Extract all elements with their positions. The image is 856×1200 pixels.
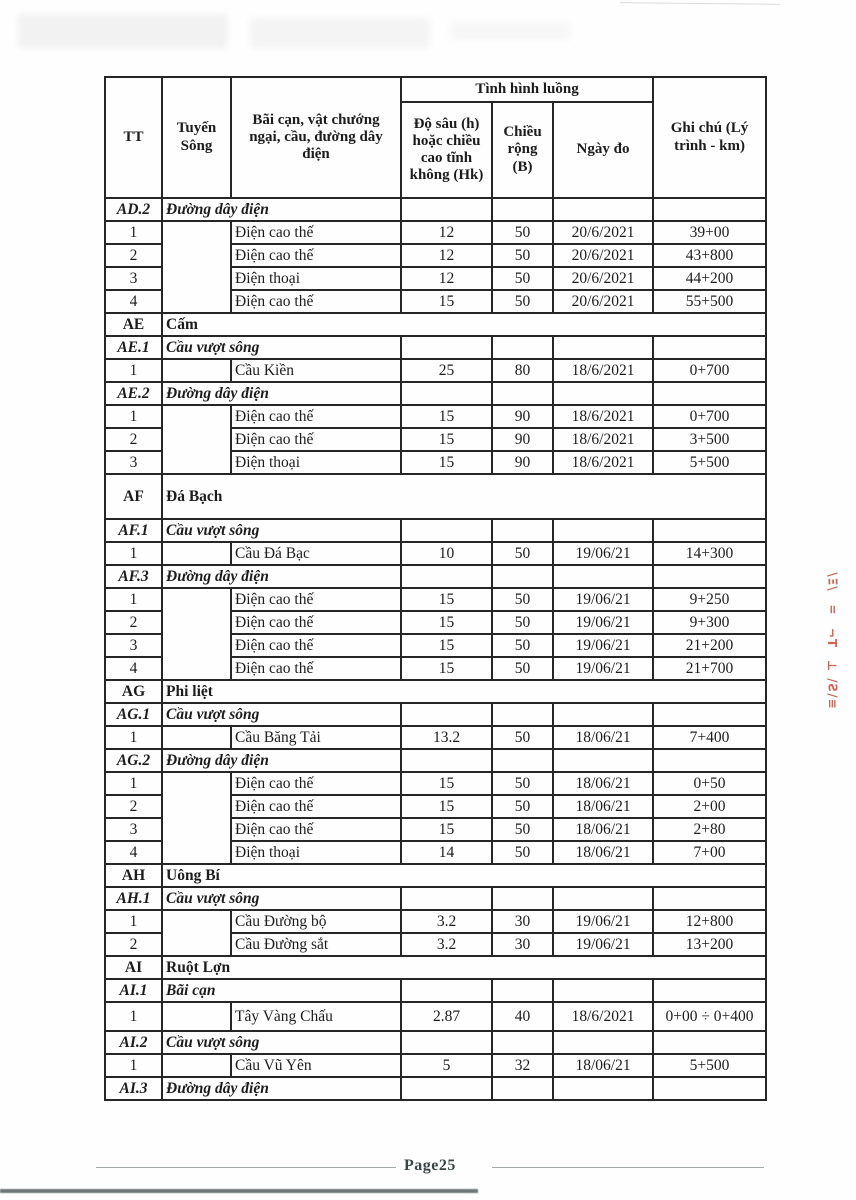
table-row-subgroup	[105, 1031, 766, 1054]
empty-cell	[553, 382, 653, 405]
empty-cell	[653, 198, 766, 221]
depth-cell: 14	[401, 841, 492, 864]
empty-cell	[553, 979, 653, 1002]
empty-cell	[653, 703, 766, 726]
empty-cell	[653, 519, 766, 542]
depth-cell: 15	[401, 611, 492, 634]
row-id-cell: AF	[105, 474, 162, 519]
item-no-cell: 3	[105, 634, 162, 657]
date-cell: 20/6/2021	[553, 290, 653, 313]
empty-cell	[553, 519, 653, 542]
item-name-cell: Cầu Kiền	[231, 359, 401, 382]
date-cell: 18/06/21	[553, 726, 653, 749]
date-cell: 18/06/21	[553, 841, 653, 864]
depth-cell: 15	[401, 634, 492, 657]
table-row-subgroup	[105, 887, 766, 910]
subgroup-label-cell: Cầu vượt sông	[162, 336, 401, 359]
empty-cell	[553, 198, 653, 221]
item-name-cell: Điện cao thế	[231, 290, 401, 313]
note-cell: 2+80	[653, 818, 766, 841]
table-row-subgroup	[105, 979, 766, 1002]
depth-cell: 13.2	[401, 726, 492, 749]
table-row-item	[105, 359, 766, 382]
item-name-cell: Cầu Đá Bạc	[231, 542, 401, 565]
item-no-cell: 2	[105, 244, 162, 267]
date-cell: 18/6/2021	[553, 1002, 653, 1031]
note-cell: 43+800	[653, 244, 766, 267]
merged-river-cell	[162, 910, 231, 956]
depth-cell: 12	[401, 221, 492, 244]
empty-cell	[492, 749, 553, 772]
empty-cell	[653, 979, 766, 1002]
depth-cell: 5	[401, 1054, 492, 1077]
bleed-through-artifact	[450, 22, 570, 40]
channel-status-table	[104, 76, 767, 1101]
table-row-item	[105, 588, 766, 611]
row-id-cell: AH.1	[105, 887, 162, 910]
empty-cell	[401, 1031, 492, 1054]
item-no-cell: 1	[105, 405, 162, 428]
date-cell: 18/6/2021	[553, 359, 653, 382]
row-id-cell: AE	[105, 313, 162, 336]
bleed-through-artifact	[250, 18, 430, 48]
width-cell: 30	[492, 933, 553, 956]
empty-cell	[401, 565, 492, 588]
row-id-cell: AE.2	[105, 382, 162, 405]
empty-cell	[401, 519, 492, 542]
empty-cell	[553, 749, 653, 772]
subgroup-label-cell: Cầu vượt sông	[162, 1031, 401, 1054]
date-cell: 19/06/21	[553, 542, 653, 565]
empty-cell	[492, 887, 553, 910]
item-name-cell: Điện thoại	[231, 451, 401, 474]
subgroup-label-cell: Cầu vượt sông	[162, 887, 401, 910]
empty-cell	[492, 565, 553, 588]
item-no-cell: 1	[105, 542, 162, 565]
subgroup-label-cell: Cầu vượt sông	[162, 519, 401, 542]
merged-river-cell	[162, 1002, 231, 1031]
depth-cell: 15	[401, 451, 492, 474]
empty-cell	[653, 1031, 766, 1054]
table-row-subgroup	[105, 1077, 766, 1100]
width-cell: 50	[492, 542, 553, 565]
depth-cell: 15	[401, 290, 492, 313]
group-label-cell: Uông Bí	[162, 864, 766, 887]
row-id-cell: AI.3	[105, 1077, 162, 1100]
width-cell: 80	[492, 359, 553, 382]
table-body	[105, 198, 766, 1100]
bleed-through-artifact	[18, 14, 228, 48]
item-no-cell: 1	[105, 910, 162, 933]
handwritten-red-marks	[817, 572, 848, 710]
depth-cell: 10	[401, 542, 492, 565]
red-mark: =	[825, 604, 840, 616]
empty-cell	[492, 382, 553, 405]
width-cell: 50	[492, 726, 553, 749]
empty-cell	[401, 749, 492, 772]
width-cell: 50	[492, 657, 553, 680]
depth-cell: 15	[401, 795, 492, 818]
row-id-cell: AG.1	[105, 703, 162, 726]
header-do-sau: Độ sâu (h) hoặc chiều cao tĩnh không (Hk)	[401, 102, 492, 198]
empty-cell	[492, 1077, 553, 1100]
width-cell: 90	[492, 405, 553, 428]
merged-river-cell	[162, 588, 231, 680]
depth-cell: 15	[401, 428, 492, 451]
table-row-item	[105, 221, 766, 244]
item-name-cell: Cầu Băng Tải	[231, 726, 401, 749]
item-name-cell: Điện cao thế	[231, 818, 401, 841]
date-cell: 18/06/21	[553, 795, 653, 818]
red-mark: ⊥	[825, 660, 840, 672]
row-id-cell: AG	[105, 680, 162, 703]
note-cell: 3+500	[653, 428, 766, 451]
row-id-cell: AI.1	[105, 979, 162, 1002]
table-row-group	[105, 956, 766, 979]
note-cell: 21+200	[653, 634, 766, 657]
depth-cell: 3.2	[401, 910, 492, 933]
date-cell: 20/6/2021	[553, 267, 653, 290]
note-cell: 0+00 ÷ 0+400	[653, 1002, 766, 1031]
subgroup-label-cell: Đường dây điện	[162, 198, 401, 221]
subgroup-label-cell: Cầu vượt sông	[162, 703, 401, 726]
group-label-cell: Ruột Lợn	[162, 956, 766, 979]
date-cell: 18/06/21	[553, 818, 653, 841]
note-cell: 7+00	[653, 841, 766, 864]
table-row-subgroup	[105, 519, 766, 542]
note-cell: 13+200	[653, 933, 766, 956]
item-no-cell: 1	[105, 1002, 162, 1031]
item-name-cell: Điện cao thế	[231, 772, 401, 795]
note-cell: 14+300	[653, 542, 766, 565]
item-no-cell: 1	[105, 359, 162, 382]
empty-cell	[553, 336, 653, 359]
item-name-cell: Điện cao thế	[231, 428, 401, 451]
row-id-cell: AF.3	[105, 565, 162, 588]
width-cell: 50	[492, 244, 553, 267]
row-id-cell: AD.2	[105, 198, 162, 221]
depth-cell: 3.2	[401, 933, 492, 956]
merged-river-cell	[162, 726, 231, 749]
empty-cell	[653, 382, 766, 405]
row-id-cell: AE.1	[105, 336, 162, 359]
date-cell: 19/06/21	[553, 634, 653, 657]
date-cell: 18/06/21	[553, 772, 653, 795]
subgroup-label-cell: Bãi cạn	[162, 979, 401, 1002]
note-cell: 21+700	[653, 657, 766, 680]
width-cell: 90	[492, 428, 553, 451]
item-no-cell: 1	[105, 772, 162, 795]
header-tuyen-song: Tuyến Sông	[162, 77, 231, 198]
item-name-cell: Điện cao thế	[231, 221, 401, 244]
scan-edge-line	[620, 2, 780, 5]
date-cell: 19/06/21	[553, 657, 653, 680]
note-cell: 5+500	[653, 1054, 766, 1077]
item-name-cell: Cầu Đường bộ	[231, 910, 401, 933]
table-row-group	[105, 680, 766, 703]
group-label-cell: Phi liệt	[162, 680, 766, 703]
note-cell: 44+200	[653, 267, 766, 290]
depth-cell: 12	[401, 244, 492, 267]
date-cell: 20/6/2021	[553, 244, 653, 267]
group-label-cell: Cấm	[162, 313, 766, 336]
note-cell: 9+300	[653, 611, 766, 634]
depth-cell: 2.87	[401, 1002, 492, 1031]
footer-divider-right	[492, 1167, 764, 1168]
merged-river-cell	[162, 359, 231, 382]
width-cell: 50	[492, 818, 553, 841]
date-cell: 18/6/2021	[553, 451, 653, 474]
item-name-cell: Điện cao thế	[231, 611, 401, 634]
table-row-item	[105, 1002, 766, 1031]
item-name-cell: Điện cao thế	[231, 657, 401, 680]
empty-cell	[401, 979, 492, 1002]
width-cell: 50	[492, 267, 553, 290]
table-row-subgroup	[105, 198, 766, 221]
width-cell: 40	[492, 1002, 553, 1031]
merged-river-cell	[162, 772, 231, 864]
width-cell: 50	[492, 795, 553, 818]
depth-cell: 25	[401, 359, 492, 382]
depth-cell: 15	[401, 657, 492, 680]
width-cell: 32	[492, 1054, 553, 1077]
note-cell: 5+500	[653, 451, 766, 474]
note-cell: 2+00	[653, 795, 766, 818]
header-tinh-hinh-luong: Tình hình luồng	[401, 77, 653, 102]
header-bai-can: Bãi cạn, vật chướng ngại, cầu, đường dây điện	[231, 77, 401, 198]
item-name-cell: Điện cao thế	[231, 634, 401, 657]
merged-river-cell	[162, 405, 231, 474]
note-cell: 39+00	[653, 221, 766, 244]
item-no-cell: 3	[105, 818, 162, 841]
empty-cell	[553, 565, 653, 588]
header-ghi-chu: Ghi chú (Lý trình - km)	[653, 77, 766, 198]
note-cell: 0+700	[653, 359, 766, 382]
width-cell: 50	[492, 611, 553, 634]
header-tt: TT	[105, 77, 162, 198]
row-id-cell: AH	[105, 864, 162, 887]
item-name-cell: Điện cao thế	[231, 795, 401, 818]
scan-page-edge	[0, 1189, 478, 1193]
item-name-cell: Điện cao thế	[231, 588, 401, 611]
page-number-label: Page25	[404, 1157, 456, 1174]
note-cell: 12+800	[653, 910, 766, 933]
row-id-cell: AI.2	[105, 1031, 162, 1054]
empty-cell	[401, 1077, 492, 1100]
item-name-cell: Cầu Đường sắt	[231, 933, 401, 956]
table-row-group	[105, 474, 766, 519]
width-cell: 50	[492, 290, 553, 313]
header-chieu-rong: Chiều rộng (B)	[492, 102, 553, 198]
width-cell: 50	[492, 772, 553, 795]
empty-cell	[401, 887, 492, 910]
note-cell: 55+500	[653, 290, 766, 313]
table-row-subgroup	[105, 749, 766, 772]
item-no-cell: 3	[105, 451, 162, 474]
empty-cell	[401, 382, 492, 405]
item-no-cell: 2	[105, 795, 162, 818]
merged-river-cell	[162, 221, 231, 313]
group-label-cell: Đá Bạch	[162, 474, 766, 519]
width-cell: 50	[492, 634, 553, 657]
depth-cell: 15	[401, 588, 492, 611]
width-cell: 50	[492, 588, 553, 611]
item-no-cell: 3	[105, 267, 162, 290]
item-no-cell: 1	[105, 588, 162, 611]
date-cell: 20/6/2021	[553, 221, 653, 244]
item-no-cell: 4	[105, 657, 162, 680]
row-id-cell: AI	[105, 956, 162, 979]
item-no-cell: 2	[105, 933, 162, 956]
depth-cell: 15	[401, 405, 492, 428]
width-cell: 50	[492, 841, 553, 864]
empty-cell	[401, 336, 492, 359]
empty-cell	[492, 979, 553, 1002]
table-row-subgroup	[105, 336, 766, 359]
empty-cell	[492, 336, 553, 359]
empty-cell	[492, 1031, 553, 1054]
date-cell: 18/6/2021	[553, 405, 653, 428]
item-no-cell: 1	[105, 1054, 162, 1077]
red-mark: /Ƨ/≡	[825, 678, 840, 710]
item-name-cell: Cầu Vũ Yên	[231, 1054, 401, 1077]
depth-cell: 12	[401, 267, 492, 290]
subgroup-label-cell: Đường dây điện	[162, 382, 401, 405]
item-no-cell: 4	[105, 841, 162, 864]
date-cell: 19/06/21	[553, 611, 653, 634]
table-row-subgroup	[105, 382, 766, 405]
footer-divider-left	[96, 1167, 396, 1168]
date-cell: 18/06/21	[553, 1054, 653, 1077]
empty-cell	[653, 749, 766, 772]
date-cell: 19/06/21	[553, 910, 653, 933]
row-id-cell: AF.1	[105, 519, 162, 542]
empty-cell	[553, 703, 653, 726]
depth-cell: 15	[401, 772, 492, 795]
empty-cell	[553, 1031, 653, 1054]
table-row-item	[105, 726, 766, 749]
item-name-cell: Điện thoại	[231, 841, 401, 864]
empty-cell	[653, 565, 766, 588]
merged-river-cell	[162, 1054, 231, 1077]
empty-cell	[401, 703, 492, 726]
note-cell: 0+50	[653, 772, 766, 795]
empty-cell	[653, 336, 766, 359]
red-mark: \Ξ\	[825, 572, 840, 592]
item-name-cell: Điện thoại	[231, 267, 401, 290]
depth-cell: 15	[401, 818, 492, 841]
item-no-cell: 1	[105, 726, 162, 749]
table-row-item	[105, 405, 766, 428]
merged-river-cell	[162, 542, 231, 565]
empty-cell	[553, 1077, 653, 1100]
table-row-subgroup	[105, 703, 766, 726]
table-row-item	[105, 1054, 766, 1077]
item-name-cell: Tây Vàng Chấu	[231, 1002, 401, 1031]
date-cell: 18/6/2021	[553, 428, 653, 451]
subgroup-label-cell: Đường dây điện	[162, 565, 401, 588]
note-cell: 0+700	[653, 405, 766, 428]
empty-cell	[653, 887, 766, 910]
empty-cell	[653, 1077, 766, 1100]
red-mark: ¬T	[825, 627, 840, 649]
empty-cell	[401, 198, 492, 221]
empty-cell	[553, 887, 653, 910]
note-cell: 9+250	[653, 588, 766, 611]
table-row-subgroup	[105, 565, 766, 588]
table-row-group	[105, 864, 766, 887]
table-row-item	[105, 772, 766, 795]
item-no-cell: 1	[105, 221, 162, 244]
empty-cell	[492, 703, 553, 726]
empty-cell	[492, 519, 553, 542]
subgroup-label-cell: Đường dây điện	[162, 749, 401, 772]
item-name-cell: Điện cao thế	[231, 405, 401, 428]
table-row-item	[105, 542, 766, 565]
table-row-item	[105, 910, 766, 933]
width-cell: 30	[492, 910, 553, 933]
item-no-cell: 2	[105, 611, 162, 634]
width-cell: 50	[492, 221, 553, 244]
note-cell: 7+400	[653, 726, 766, 749]
row-id-cell: AG.2	[105, 749, 162, 772]
date-cell: 19/06/21	[553, 933, 653, 956]
item-no-cell: 4	[105, 290, 162, 313]
subgroup-label-cell: Đường dây điện	[162, 1077, 401, 1100]
item-no-cell: 2	[105, 428, 162, 451]
table-row-group	[105, 313, 766, 336]
width-cell: 90	[492, 451, 553, 474]
table-header	[105, 77, 766, 198]
header-ngay-do: Ngày đo	[553, 102, 653, 198]
item-name-cell: Điện cao thế	[231, 244, 401, 267]
date-cell: 19/06/21	[553, 588, 653, 611]
empty-cell	[492, 198, 553, 221]
